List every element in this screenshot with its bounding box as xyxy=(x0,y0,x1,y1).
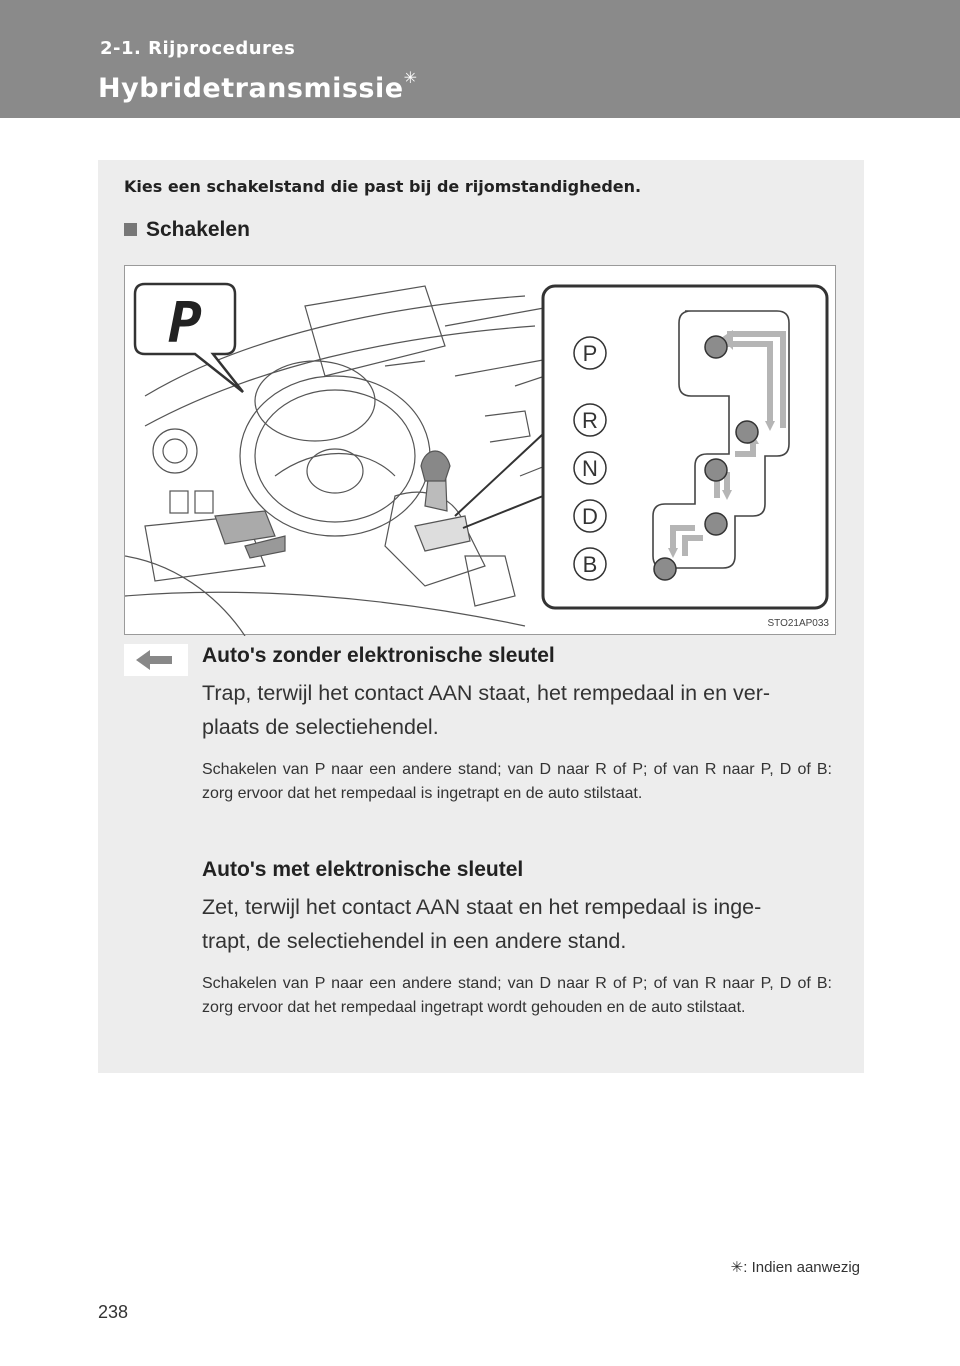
section-label: 2-1. Rijprocedures xyxy=(100,38,296,59)
page-number: 238 xyxy=(98,1302,129,1322)
footnote-asterisk: ✳ xyxy=(730,1259,744,1276)
reference-arrow xyxy=(124,644,188,676)
gear-label-n: N xyxy=(582,456,598,481)
gear-label-b: B xyxy=(582,552,598,577)
subheading xyxy=(124,218,250,242)
shift-illustration xyxy=(124,265,836,635)
gear-label-r: R xyxy=(582,408,598,433)
block-note: Schakelen van P naar een andere stand; van D naar R of P; of van R naar P, D of B: zorg ervoor dat het rempedaal ingetrapt wordt gehouden en de auto stilstaat. xyxy=(202,975,832,1016)
page-title xyxy=(98,68,418,104)
block-heading: Auto's zonder elektronische sleutel xyxy=(202,644,555,667)
display-letter: P xyxy=(168,291,202,356)
title-asterisk: ✳ xyxy=(403,68,418,87)
left-arrow-icon xyxy=(124,644,188,676)
footnote-text: : Indien aanwezig xyxy=(743,1259,860,1276)
illustration-svg xyxy=(125,266,837,636)
figure-code: STO21AP033 xyxy=(767,618,829,629)
block-main-line2: trapt, de selectiehendel in een andere stand. xyxy=(202,929,627,953)
gear-label-p: P xyxy=(582,341,598,366)
block-main-line1: Trap, terwijl het contact AAN staat, het rempedaal in en ver- xyxy=(202,681,771,705)
block-no-key xyxy=(202,644,832,806)
square-bullet-icon xyxy=(124,223,137,236)
footnote xyxy=(731,1258,860,1276)
block-smart-key xyxy=(202,858,832,1020)
block-main-line1: Zet, terwijl het contact AAN staat en het rempedaal is inge- xyxy=(202,895,762,919)
page-title-text: Hybridetransmissie xyxy=(98,73,404,104)
page-header xyxy=(0,0,960,118)
block-heading: Auto's met elektronische sleutel xyxy=(202,858,524,881)
subheading-text: Schakelen xyxy=(146,218,250,241)
intro-text: Kies een schakelstand die past bij de rijomstandigheden. xyxy=(124,177,642,196)
callout-lines xyxy=(455,434,543,528)
block-main-line2: plaats de selectiehendel. xyxy=(202,715,439,739)
gear-label-d: D xyxy=(582,504,598,529)
block-note: Schakelen van P naar een andere stand; van D naar R of P; of van R naar P, D of B: zorg ervoor dat het rempedaal is ingetrapt en de auto stilstaat. xyxy=(202,761,832,802)
